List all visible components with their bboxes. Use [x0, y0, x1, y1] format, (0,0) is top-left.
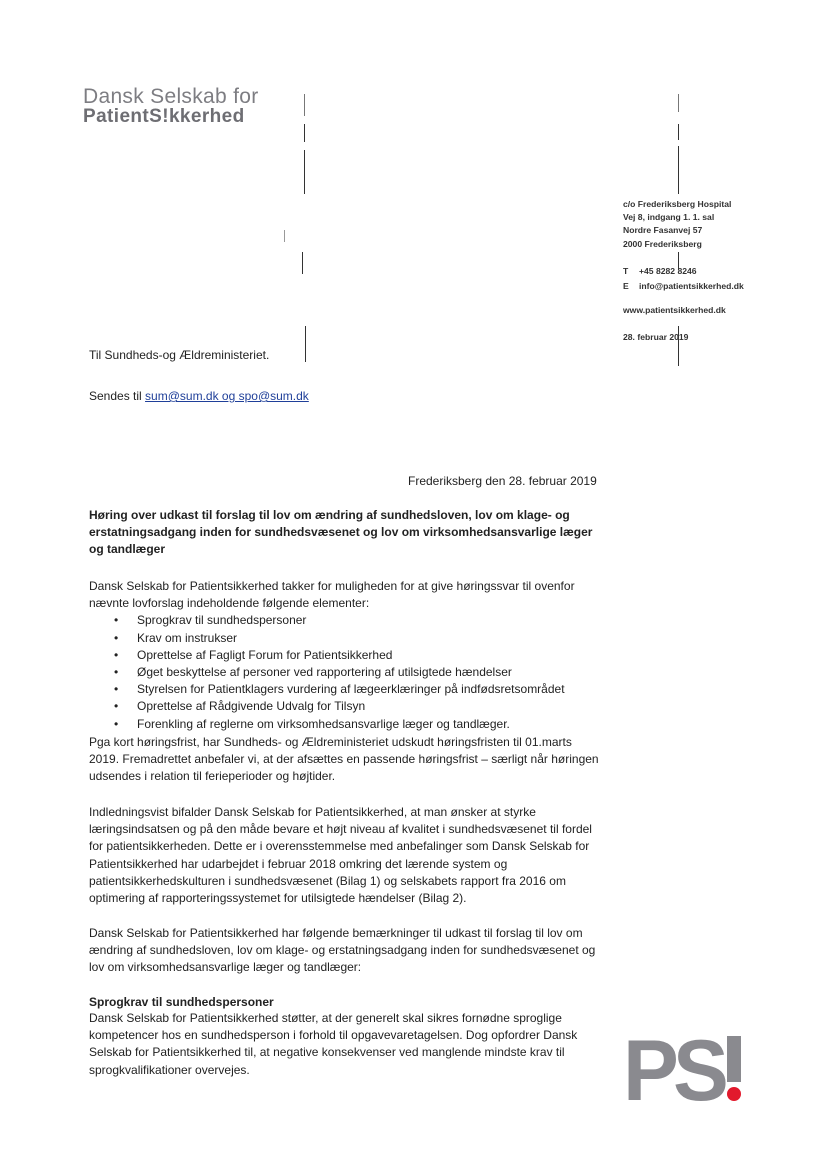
org-logo-line2: PatientS!kkerhed [83, 106, 245, 127]
ps-logo-letters: PS [623, 1032, 726, 1104]
scan-line [678, 94, 679, 112]
sender-website[interactable]: www.patientsikkerhed.dk [623, 305, 726, 315]
remarks-paragraph: Dansk Selskab for Patientsikkerhed har følgende bemærkninger til udkast til forslag til lov om ændring af sundhedsloven, lov om klage- og erstatningsadgang inden for sundhedsvæsenet og lov om virksomhedsansvarlige læger og tandlæger: [89, 926, 596, 975]
list-item: • Styrelsen for Patientklagers vurdering af lægeerklæringer på indfødsretsområdet [89, 681, 604, 698]
deadline-paragraph: Pga kort høringsfrist, har Sundheds- og Ældreministeriet udskudt høringsfristen til 01.marts 2019. Fremadrettet anbefaler vi, at der afsættes en passende høringsfrist – særligt når høringen udsendes i relation til ferieperioder og højtider. [89, 735, 599, 784]
ps-logo-bar [727, 1036, 741, 1082]
intro-section [89, 578, 604, 733]
list-item: • Øget beskyttelse af personer ved rapportering af utilsigtede hændelser [89, 664, 604, 681]
scan-line [304, 94, 305, 116]
send-to-prefix: Sendes til [89, 389, 142, 403]
list-item: • Oprettelse af Rådgivende Udvalg for Tilsyn [89, 698, 604, 715]
list-item: • Forenkling af reglerne om virksomhedsansvarlige læger og tandlæger. [89, 716, 604, 733]
recipient-line: Til Sundheds-og Ældreministeriet. [89, 348, 270, 362]
header-date: 28. februar 2019 [623, 332, 689, 342]
list-item: • Krav om instrukser [89, 630, 604, 647]
scan-line [304, 150, 305, 194]
section-heading: Sprogkrav til sundhedspersoner [89, 995, 274, 1009]
sender-contact [623, 264, 744, 294]
scan-line [284, 230, 285, 242]
letter-subject: Høring over udkast til forslag til lov om ændring af sundhedsloven, lov om klage- og erstatningsadgang inden for sundhedsvæsenet og lov om virksomhedsansvarlige læger og tandlæger [89, 508, 593, 557]
element-list [89, 612, 604, 732]
place-date: Frederiksberg den 28. februar 2019 [408, 474, 597, 488]
address-line: 2000 Frederiksberg [623, 238, 702, 249]
scan-line [678, 146, 679, 194]
support-paragraph: Indledningsvist bifalder Dansk Selskab for Patientsikkerhed, at man ønsker at styrke læringsindsatsen og på den måde bevare et højt niveau af kvalitet i sundhedsvæsenet til fordel for patientsikkerheden. Dette er i overensstemmelse med anbefalinger som Dansk Selskab for Patientsikkerhed har udarbejdet i februar 2018 omkring det lærende system og patientsikkerhedskulturen i sundhedsvæsenet (Bilag 1) og selskabets rapport fra 2016 om optimering af rapporteringssystemet for utilsigtede hændelser (Bilag 2). [89, 805, 592, 906]
address-line: Vej 8, indgang 1. 1. sal [623, 212, 715, 223]
address-line: c/o Frederiksberg Hospital [623, 199, 732, 209]
send-to-link[interactable]: sum@sum.dk og spo@sum.dk [145, 389, 309, 403]
intro-paragraph: Dansk Selskab for Patientsikkerhed takker for muligheden for at give høringssvar til ovenfor nævnte lovforslag indeholdende følgende elementer: [89, 579, 575, 611]
email-label: E [623, 281, 629, 291]
send-to-line [89, 388, 309, 405]
phone-number: +45 8282 8246 [639, 266, 697, 276]
scan-line [304, 124, 305, 142]
scan-line [305, 326, 306, 362]
sender-address [623, 198, 731, 251]
list-item: • Sprogkrav til sundhedspersoner [89, 612, 604, 629]
org-logo-line1: Dansk Selskab for [83, 85, 259, 108]
phone-label: T [623, 266, 629, 276]
ps-logo-dot [727, 1087, 741, 1101]
scan-line [302, 252, 303, 274]
ps-logo [623, 1032, 745, 1104]
scan-line [678, 124, 679, 140]
sender-email[interactable]: info@patientsikkerhed.dk [639, 281, 744, 291]
list-item: • Oprettelse af Fagligt Forum for Patientsikkerhed [89, 647, 604, 664]
language-paragraph: Dansk Selskab for Patientsikkerhed støtter, at der generelt skal sikres fornødne sproglige kompetencer hos en sundhedsperson i forhold til opgavevaretagelsen. Dog opfordrer Dansk Selskab for Patientsikkerhed til, at negative konsekvenser ved manglende mindste krav til sprogkvalifikationer overvejes. [89, 1011, 578, 1077]
address-line: Nordre Fasanvej 57 [623, 225, 703, 236]
